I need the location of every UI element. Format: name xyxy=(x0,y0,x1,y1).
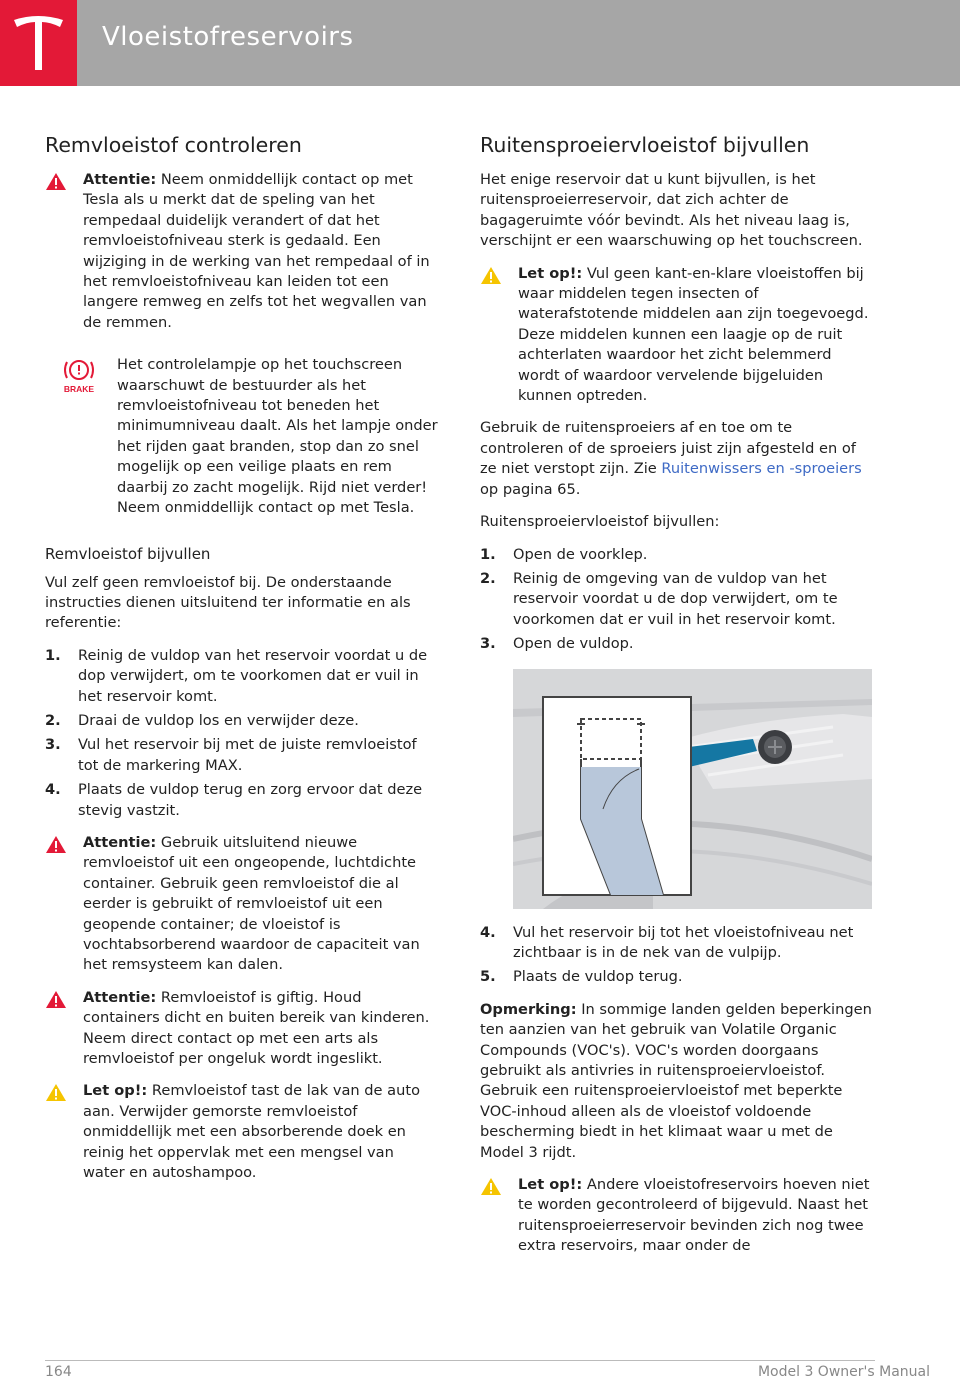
note-text: In sommige landen gelden beperkingen ten aanzien van het gebruik van Volatile Organic Compounds (VOC's). VOC's worden doorgaans gebruikt als antivries in ruitensproeiervloeistof. Gebruik een ruitensproeiervloeistof met beperkte VOC-inhoud alleen als de vloeistof voldoende bescherming biedt in het klimaat waar u met de Model 3 rijdt. xyxy=(480,1000,872,1161)
warning-icon xyxy=(45,172,67,191)
page-header xyxy=(0,0,960,86)
washer-intro: Het enige reservoir dat u kunt bijvullen, is het ruitensproeierreservoir, dat zich achter de bagageruimte vóór bevindt. Als het niveau laag is, verschijnt er een waarschuwing op het touchscreen. xyxy=(480,171,863,250)
tesla-logo xyxy=(0,0,77,86)
refill-intro: Vul zelf geen remvloeistof bij. De onderstaande instructies dienen uitsluitend ter informatie en als referentie: xyxy=(45,573,411,632)
list-item: 4. Plaats de vuldop terug en zorg ervoor dat deze stevig vastzit. xyxy=(45,781,423,819)
caution-label: Let op!: xyxy=(83,1082,148,1100)
washer-reservoir-illustration xyxy=(513,669,872,909)
caution-label: Let op!: xyxy=(518,1176,583,1193)
caution-text: Andere vloeistofreservoirs hoeven niet te worden gecontroleerd of bijgevuld. Naast het ruitensproeierreservoir bevinden zich nog twee extra reservoirs, maar onder de xyxy=(518,1176,870,1255)
warning-text: Neem onmiddellijk contact op met Tesla als u merkt dat de speling van het rempedaal duidelijk verandert of dat het remvloeistofniveau sterk is gedaald. Een wijziging in de werking van het rempedaal of in het remvloeistofniveau kan leiden tot een langere remweg en zelfs tot het wegvallen van de remmen. xyxy=(83,171,430,331)
caution-note xyxy=(45,1081,440,1183)
warning-text: Gebruik uitsluitend nieuwe remvloeistof uit een ongeopende, luchtdichte container. Gebruik geen remvloeistof die al eerder is gebruikt of remvloeistof uit een geopende container; de vloeistof is vochtabsorberend waardoor de capaciteit van het remsysteem kan dalen. xyxy=(83,833,420,974)
list-item: 1. Open de voorklep. xyxy=(480,545,648,563)
warning-label: Attentie: xyxy=(83,988,157,1006)
brake-icon-label: BRAKE xyxy=(63,384,95,395)
section-title: Vloeistofreservoirs xyxy=(102,22,354,52)
caution-icon xyxy=(480,266,502,285)
list-item: 2. Reinig de omgeving van de vuldop van het reservoir voordat u de dop verwijdert, om te voorkomen dat er vuil in het reservoir komt. xyxy=(480,569,838,628)
subheading-refill: Remvloeistof bijvullen xyxy=(45,544,211,563)
wipers-link[interactable]: Ruitenwissers en -sproeiers xyxy=(661,460,862,478)
washer-steps-list-a xyxy=(480,545,875,655)
list-item: 5. Plaats de vuldop terug. xyxy=(480,968,683,986)
caution-text: Remvloeistof tast de lak van de auto aan. Verwijder gemorste remvloeistof onmiddellijk met een absorberende doek en reinig het oppervlak met een mengsel van water en autoshampoo. xyxy=(83,1082,421,1182)
heading-washer-fluid: Ruitensproeiervloeistof bijvullen xyxy=(480,133,810,157)
brake-indicator-text: Het controlelampje op het touchscreen waarschuwt de bestuurder als het remvloeistofniveau tot beneden het minimumniveau daalt. Als het lampje onder het rijden gaat branden, stop dan zo snel mogelijk op een veilige plaats en rem daarbij zo zacht mogelijk. Rijd niet verder! Neem onmiddellijk contact op met Tesla. xyxy=(117,356,438,517)
caution-icon xyxy=(480,1177,502,1196)
list-item: 4. Vul het reservoir bij tot het vloeistofniveau net zichtbaar is in de nek van de vulpijp. xyxy=(480,923,854,961)
tesla-t-icon xyxy=(12,14,65,72)
left-column xyxy=(45,130,440,1195)
washer-steps-list-b xyxy=(480,923,875,988)
warning-label: Attentie: xyxy=(83,171,157,188)
brake-warning-icon xyxy=(59,357,99,395)
warning-icon xyxy=(45,835,67,854)
brake-steps-list xyxy=(45,646,440,821)
warning-label: Attentie: xyxy=(83,833,157,851)
note-label: Opmerking: xyxy=(480,1000,577,1018)
right-column xyxy=(480,130,875,1269)
warning-note xyxy=(45,833,440,976)
voc-note xyxy=(480,1000,875,1163)
caution-icon xyxy=(45,1083,67,1102)
list-item: 3. Open de vuldop. xyxy=(480,635,634,653)
caution-text: Vul geen kant-en-klare vloeistoffen bij waar middelen tegen insecten of waterafstotende middelen aan zijn toegevoegd. Deze middelen kunnen een laagje op de ruit achterlaten waardoor het zicht belemmerd wordt of waardoor vervelende bijgeluiden kunnen optreden. xyxy=(518,264,869,405)
page-number: 164 xyxy=(45,1364,72,1380)
caution-note xyxy=(480,264,875,407)
washer-check-paragraph: Gebruik de ruitensproeiers af en toe om te controleren of de sproeiers juist zijn afgesteld en of ze niet verstopt zijn. Zie Ruitenwissers en -sproeiers op pagina 65. xyxy=(480,419,862,498)
warning-note xyxy=(45,170,440,333)
list-item: 1. Reinig de vuldop van het reservoir voordat u de dop verwijdert, om te voorkomen dat er vuil in het reservoir komt. xyxy=(45,646,428,705)
warning-text: Remvloeistof is giftig. Houd containers dicht en buiten bereik van kinderen. Neem direct contact op met een arts als remvloeistof per ongeluk wordt ingeslikt. xyxy=(83,988,430,1068)
warning-icon xyxy=(45,990,67,1009)
footer-divider xyxy=(45,1360,875,1361)
washer-steps-intro: Ruitensproeiervloeistof bijvullen: xyxy=(480,513,720,531)
brake-indicator-note xyxy=(45,355,440,518)
caution-label: Let op!: xyxy=(518,264,583,282)
list-item: 3. Vul het reservoir bij met de juiste remvloeistof tot de markering MAX. xyxy=(45,736,417,774)
warning-note xyxy=(45,988,440,1070)
reservoir-cap-image xyxy=(513,669,872,909)
list-item: 2. Draai de vuldop los en verwijder deze. xyxy=(45,711,359,729)
caution-note xyxy=(480,1175,875,1257)
manual-title: Model 3 Owner's Manual xyxy=(757,1364,930,1380)
heading-brake-fluid: Remvloeistof controleren xyxy=(45,133,302,157)
